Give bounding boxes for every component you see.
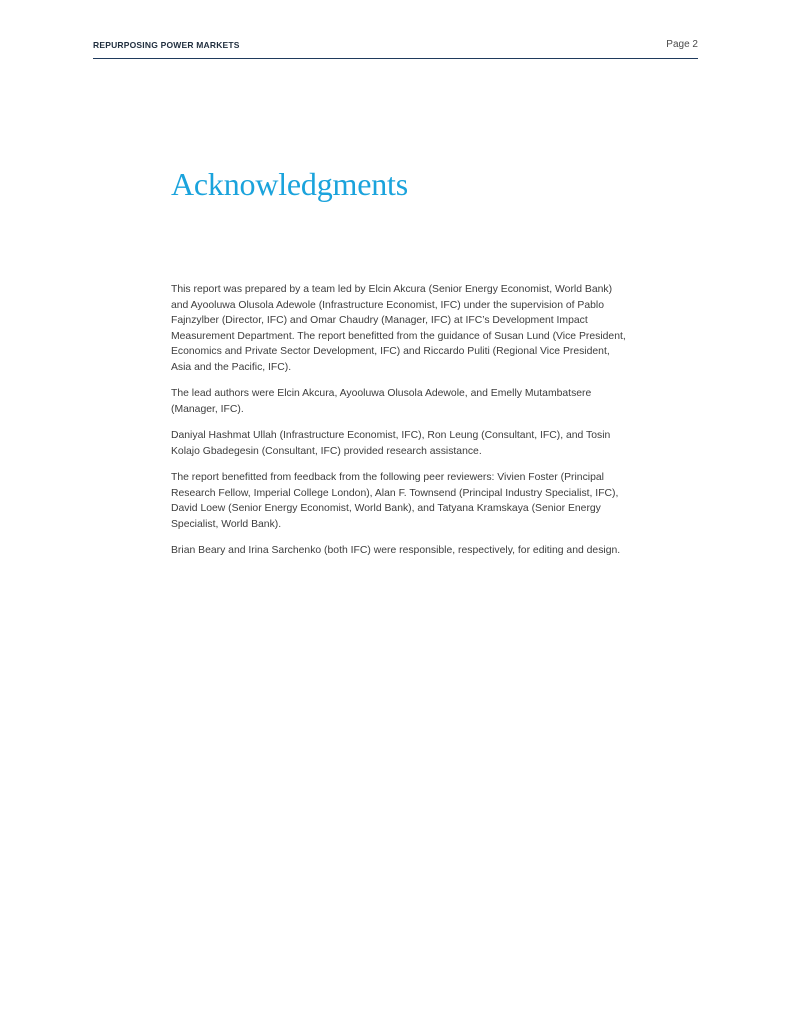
paragraph-editing-design: Brian Beary and Irina Sarchenko (both IFC) were responsible, respectively, for editing and design. bbox=[171, 545, 621, 556]
running-header-title: REPURPOSING POWER MARKETS bbox=[93, 40, 240, 50]
paragraph-lead-authors: The lead authors were Elcin Akcura, Ayooluwa Olusola Adewole, and Emelly Mutambatsere (Manager, IFC). bbox=[171, 388, 592, 415]
acknowledgments-body bbox=[171, 282, 626, 570]
paragraph-team: This report was prepared by a team led by Elcin Akcura (Senior Energy Economist, World Bank) and Ayooluwa Olusola Adewole (Infrastructure Economist, IFC) under the supervision of Pablo Fajnzylber (Director, IFC) and Omar Chaudry (Manager, IFC) at IFC’s Development Impact Measurement Department. The report benefitted from the guidance of Susan Lund (Vice President, Economics and Private Sector Development, IFC) and Riccardo Puliti (Regional Vice President, Asia and the Pacific, IFC). bbox=[171, 284, 626, 373]
page-header bbox=[93, 38, 698, 59]
page-number: Page 2 bbox=[666, 39, 698, 50]
page-title: Acknowledgments bbox=[171, 166, 408, 202]
paragraph-research-assistance: Daniyal Hashmat Ullah (Infrastructure Economist, IFC), Ron Leung (Consultant, IFC), and Tosin Kolajo Gbadegesin (Consultant, IFC) provided research assistance. bbox=[171, 430, 611, 457]
paragraph-peer-reviewers: The report benefitted from feedback from the following peer reviewers: Vivien Foster (Principal Research Fellow, Imperial College London), Alan F. Townsend (Principal Industry Specialist, IFC), David Loew (Senior Energy Economist, World Bank), and Tatyana Kramskaya (Senior Energy Specialist, World Bank). bbox=[171, 472, 619, 530]
